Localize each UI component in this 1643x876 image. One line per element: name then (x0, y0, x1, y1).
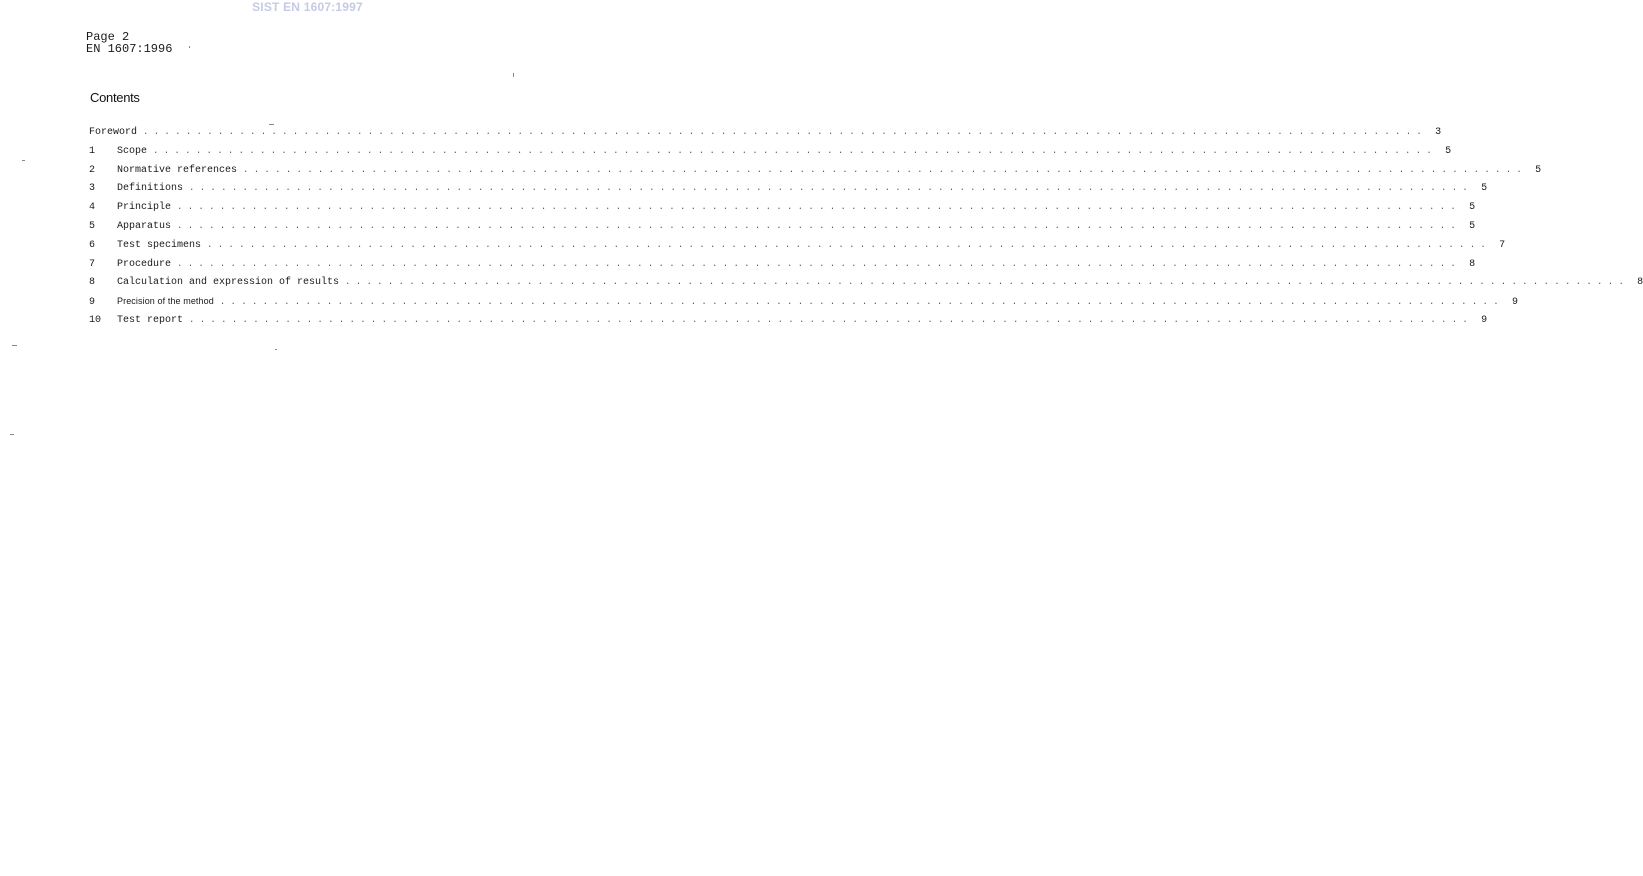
scan-speck (22, 160, 25, 161)
toc-section-number: 6 (89, 239, 96, 251)
toc-dot-leader: ........................................................................................................................ (219, 297, 1504, 308)
table-of-contents (89, 127, 1643, 334)
toc-section-number: 5 (89, 220, 96, 232)
toc-page-number: 3 (1435, 127, 1442, 138)
toc-dot-leader: ........................................................................................................................ (153, 145, 1438, 156)
toc-page-number: 8 (1469, 258, 1476, 270)
toc-title: Calculation and expression of results (117, 277, 345, 288)
toc-section-number: 10 (89, 314, 102, 326)
scan-speck (10, 434, 14, 435)
toc-entry-definitions (89, 183, 1488, 202)
toc-dot-leader: ........................................................................................................................ (143, 127, 1428, 137)
toc-page-number: 7 (1499, 239, 1506, 251)
toc-section-number: 4 (89, 202, 96, 214)
toc-entry-calculation (89, 277, 1643, 296)
toc-title: Procedure (117, 259, 177, 270)
page-number-label: Page 2 (86, 30, 130, 44)
toc-page-number: 8 (1637, 277, 1643, 289)
toc-page-number: 9 (1511, 297, 1518, 309)
watermark: SIST EN 1607:1997 (252, 0, 363, 14)
toc-title: Definitions (117, 183, 189, 194)
toc-dot-leader: ........................................................................................................................ (177, 258, 1462, 269)
toc-section-number: 3 (89, 183, 96, 195)
scan-speck (275, 349, 277, 350)
toc-entry-procedure (89, 258, 1476, 278)
toc-section-number: 2 (89, 164, 96, 176)
toc-section-number: 8 (89, 277, 96, 289)
toc-entry-precision (89, 296, 1518, 315)
scan-speck (12, 345, 17, 346)
toc-entry-test-specimens (89, 239, 1506, 259)
toc-entry-principle (89, 202, 1476, 221)
toc-page-number: 9 (1481, 314, 1488, 326)
toc-section-number: 9 (89, 297, 96, 309)
toc-page-number: 5 (1469, 202, 1476, 214)
toc-entry-normative-references (89, 164, 1542, 184)
toc-dot-leader: ........................................................................................................................ (189, 183, 1474, 194)
toc-entry-scope (89, 145, 1452, 165)
toc-title: Normative references (117, 165, 243, 176)
toc-dot-leader: ........................................................................................................................ (345, 277, 1630, 288)
toc-title: Test specimens (117, 240, 207, 251)
toc-page-number: 5 (1481, 183, 1488, 195)
toc-title: Foreword (89, 127, 143, 138)
toc-section-number: 7 (89, 258, 96, 270)
toc-dot-leader: ........................................................................................................................ (177, 202, 1462, 213)
toc-dot-leader: ........................................................................................................................ (189, 314, 1474, 325)
toc-title: Apparatus (117, 221, 177, 232)
scan-speck (189, 46, 190, 48)
toc-entry-test-report (89, 314, 1488, 334)
toc-entry-apparatus (89, 220, 1476, 240)
toc-page-number: 5 (1535, 164, 1542, 176)
toc-title: Precision of the method (117, 296, 220, 306)
toc-title: Scope (117, 146, 153, 157)
page-header (86, 31, 172, 55)
toc-entry-foreword (89, 127, 1442, 146)
toc-title: Test report (117, 315, 189, 326)
toc-title: Principle (117, 202, 177, 213)
scan-speck (513, 73, 514, 77)
toc-section-number: 1 (89, 145, 96, 157)
toc-dot-leader: ........................................................................................................................ (177, 220, 1462, 231)
toc-page-number: 5 (1445, 145, 1452, 157)
scan-speck (269, 124, 274, 125)
toc-dot-leader: ........................................................................................................................ (243, 164, 1528, 175)
toc-dot-leader: ........................................................................................................................ (207, 239, 1492, 250)
contents-heading: Contents (90, 90, 140, 105)
toc-page-number: 5 (1469, 220, 1476, 232)
standard-number: EN 1607:1996 (86, 42, 173, 56)
